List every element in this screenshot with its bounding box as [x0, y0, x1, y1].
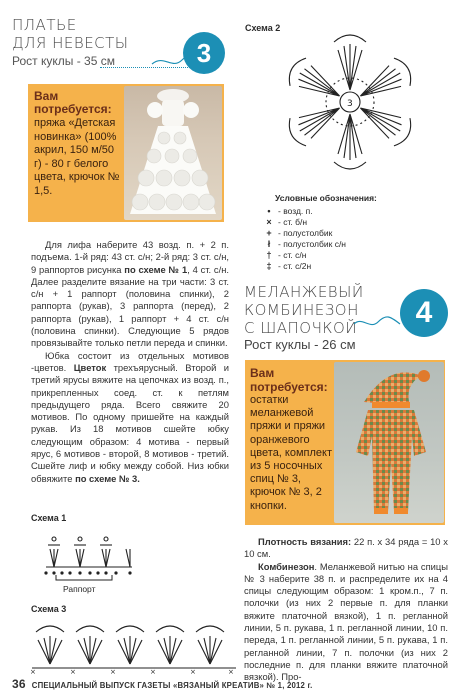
section4-title-line1: МЕЛАНЖЕВЫЙ — [244, 283, 364, 301]
jumpsuit-photo — [334, 362, 444, 523]
legend-item — [263, 238, 377, 249]
density-paragraph — [244, 536, 448, 561]
wedding-dress-icon — [124, 86, 222, 220]
section3-number-badge: 3 — [183, 32, 225, 74]
section3-doll-height: Рост куклы - 35 см — [12, 54, 115, 68]
svg-text:×: × — [110, 668, 116, 674]
svg-text:×: × — [190, 668, 196, 674]
svg-text:×: × — [70, 668, 76, 674]
chain-stitch-icon: • — [267, 205, 271, 216]
svg-text:×: × — [228, 668, 234, 674]
svg-text:×: × — [30, 668, 36, 674]
scheme1-diagram — [40, 527, 140, 579]
overall-label: Комбинезон — [258, 560, 315, 572]
legend-text: - возд. п. — [278, 205, 313, 216]
scheme-reference: по схеме № 1 — [124, 263, 188, 275]
treble-crochet-icon: ‡ — [266, 260, 272, 271]
section3-needs-text: пряжа «Детская новинка» (100% акрил, 150 м/50 г) - 80 г белого цвета, крючок № 1,5. — [34, 117, 120, 197]
scheme-reference: по схеме № 3. — [75, 472, 140, 484]
section4-instructions — [244, 536, 448, 684]
section3-instructions — [31, 239, 229, 485]
text-run: Юбка состоит из отдельных мотивов -цветов. — [31, 349, 229, 373]
legend-heading: Условные обозначения: — [275, 193, 377, 203]
overall-paragraph — [244, 561, 448, 684]
double-crochet-icon: † — [266, 249, 272, 260]
publication-line: СПЕЦИАЛЬНЫЙ ВЫПУСК ГАЗЕТЫ «ВЯЗАНЫЙ КРЕАТИВ» № 1, 2012 г. — [31, 681, 313, 690]
knitted-jumpsuit-icon — [334, 362, 444, 523]
page-number: 36 — [12, 677, 26, 691]
section3-needs-heading: Вам потребуется: — [34, 89, 112, 116]
legend — [266, 193, 377, 271]
legend-text: - полустолбик с/н — [278, 238, 346, 249]
half-double-crochet-icon: ł — [267, 238, 271, 249]
section4-title-line2: КОМБИНЕЗОН — [244, 301, 359, 319]
section3-paragraph-1 — [31, 239, 229, 350]
legend-text: - полустолбик — [278, 227, 333, 238]
rapport-bracket — [54, 573, 114, 583]
legend-text: - ст. с/н — [278, 249, 307, 260]
legend-item — [263, 249, 377, 260]
section3-paragraph-2 — [31, 350, 229, 485]
scheme3-label: Схема 3 — [31, 604, 67, 614]
legend-item — [263, 227, 377, 238]
section4-number-badge: 4 — [400, 289, 448, 337]
term-flower: Цветок — [73, 361, 107, 373]
scheme2-flower-diagram — [262, 30, 438, 196]
text-run: , 4 ст. с/н. Далее разделите вязание на три части: 3 ст. с/н + 1 раппорт (половина спинки), 2 раппорта (рукав), 3 раппорта (перед), 2 раппорта (рукав), 1 раппорт + 4 ст. с/н (половина спинки). Следующие 5 рядов провязывайте только петли переда и спинки. — [31, 263, 229, 349]
scheme1-label: Схема 1 — [31, 513, 67, 523]
scheme2-label: Схема 2 — [245, 23, 281, 33]
wedding-dress-photo — [124, 86, 222, 220]
single-crochet-icon: × — [266, 216, 272, 227]
section3-title — [12, 16, 172, 52]
legend-text: - ст. б/н — [278, 216, 308, 227]
text-run: . Меланжевой нитью на спицы № 3 наберите 38 п. и распределите их на 4 спицы следующим образом: 1 кром.п., 7 п. полочки (из них 2 первые п. для планки вяжите платочной вязкой), 1 п. регланной линии, 5 п. рукава, 1 п. регланной линии, 10 п. переда, 1 п. регланной линии, 5 п. рукава, 1 п. регланной линии, 7 п. полочки (из них 2 последние п. для планки вяжите платочной вязкой). Про- — [244, 560, 448, 683]
section3-title-line2: ДЛЯ НЕВЕСТЫ — [12, 34, 129, 52]
page-footer — [12, 677, 313, 691]
legend-item — [263, 205, 377, 216]
section3-title-line1: ПЛАТЬЕ — [12, 16, 77, 34]
section4-needs-heading: Вам потребуется: — [250, 366, 328, 394]
slip-stitch-icon: + — [266, 227, 272, 238]
svg-text:×: × — [150, 668, 156, 674]
yarn-swirl-decoration — [352, 314, 402, 332]
scheme2-center-number: 3 — [347, 99, 353, 109]
section4-doll-height: Рост куклы - 26 см — [244, 337, 356, 352]
scheme3-diagram — [30, 616, 238, 674]
section4-title-line3: С ШАПОЧКОЙ — [244, 319, 358, 337]
density-label: Плотность вязания: — [258, 536, 352, 547]
rapport-label: Раппорт — [63, 584, 96, 594]
text-run: Для лифа наберите 43 возд. п. + 2 п. подъема. 1-й ряд: 43 ст. с/н; 2-й ряд: 3 ст. с/н, 9 раппортов рисунка — [31, 239, 229, 275]
text-run: 22 п. х 34 ряда = 10 х 10 см. — [244, 536, 448, 560]
section4-needs-text: остатки меланжевой пряжи и пряжи оранжевого цвета, комплект из 5 носочных спиц № 3, крючок № 3, 2 кнопки. — [250, 394, 333, 512]
legend-text: - ст. с/2н — [278, 260, 312, 271]
legend-item — [263, 216, 377, 227]
legend-item — [263, 260, 377, 271]
text-run: трехъярусный. Второй и третий ярусы вяжите на цепочках из возд. п., прикрепленных соед. ст. к петлям предыдущего ряда. Всего свяжите 20 мотивов. По одному пришейте на каждый рукав. Из 18 мотивов сшейте юбку следующим образом: 4 мотива - первый ярус, 6 мотивов - второй, 8 мотивов - третий. Сшейте лиф и юбку между собой. Низ юбки обвяжите — [31, 361, 229, 484]
